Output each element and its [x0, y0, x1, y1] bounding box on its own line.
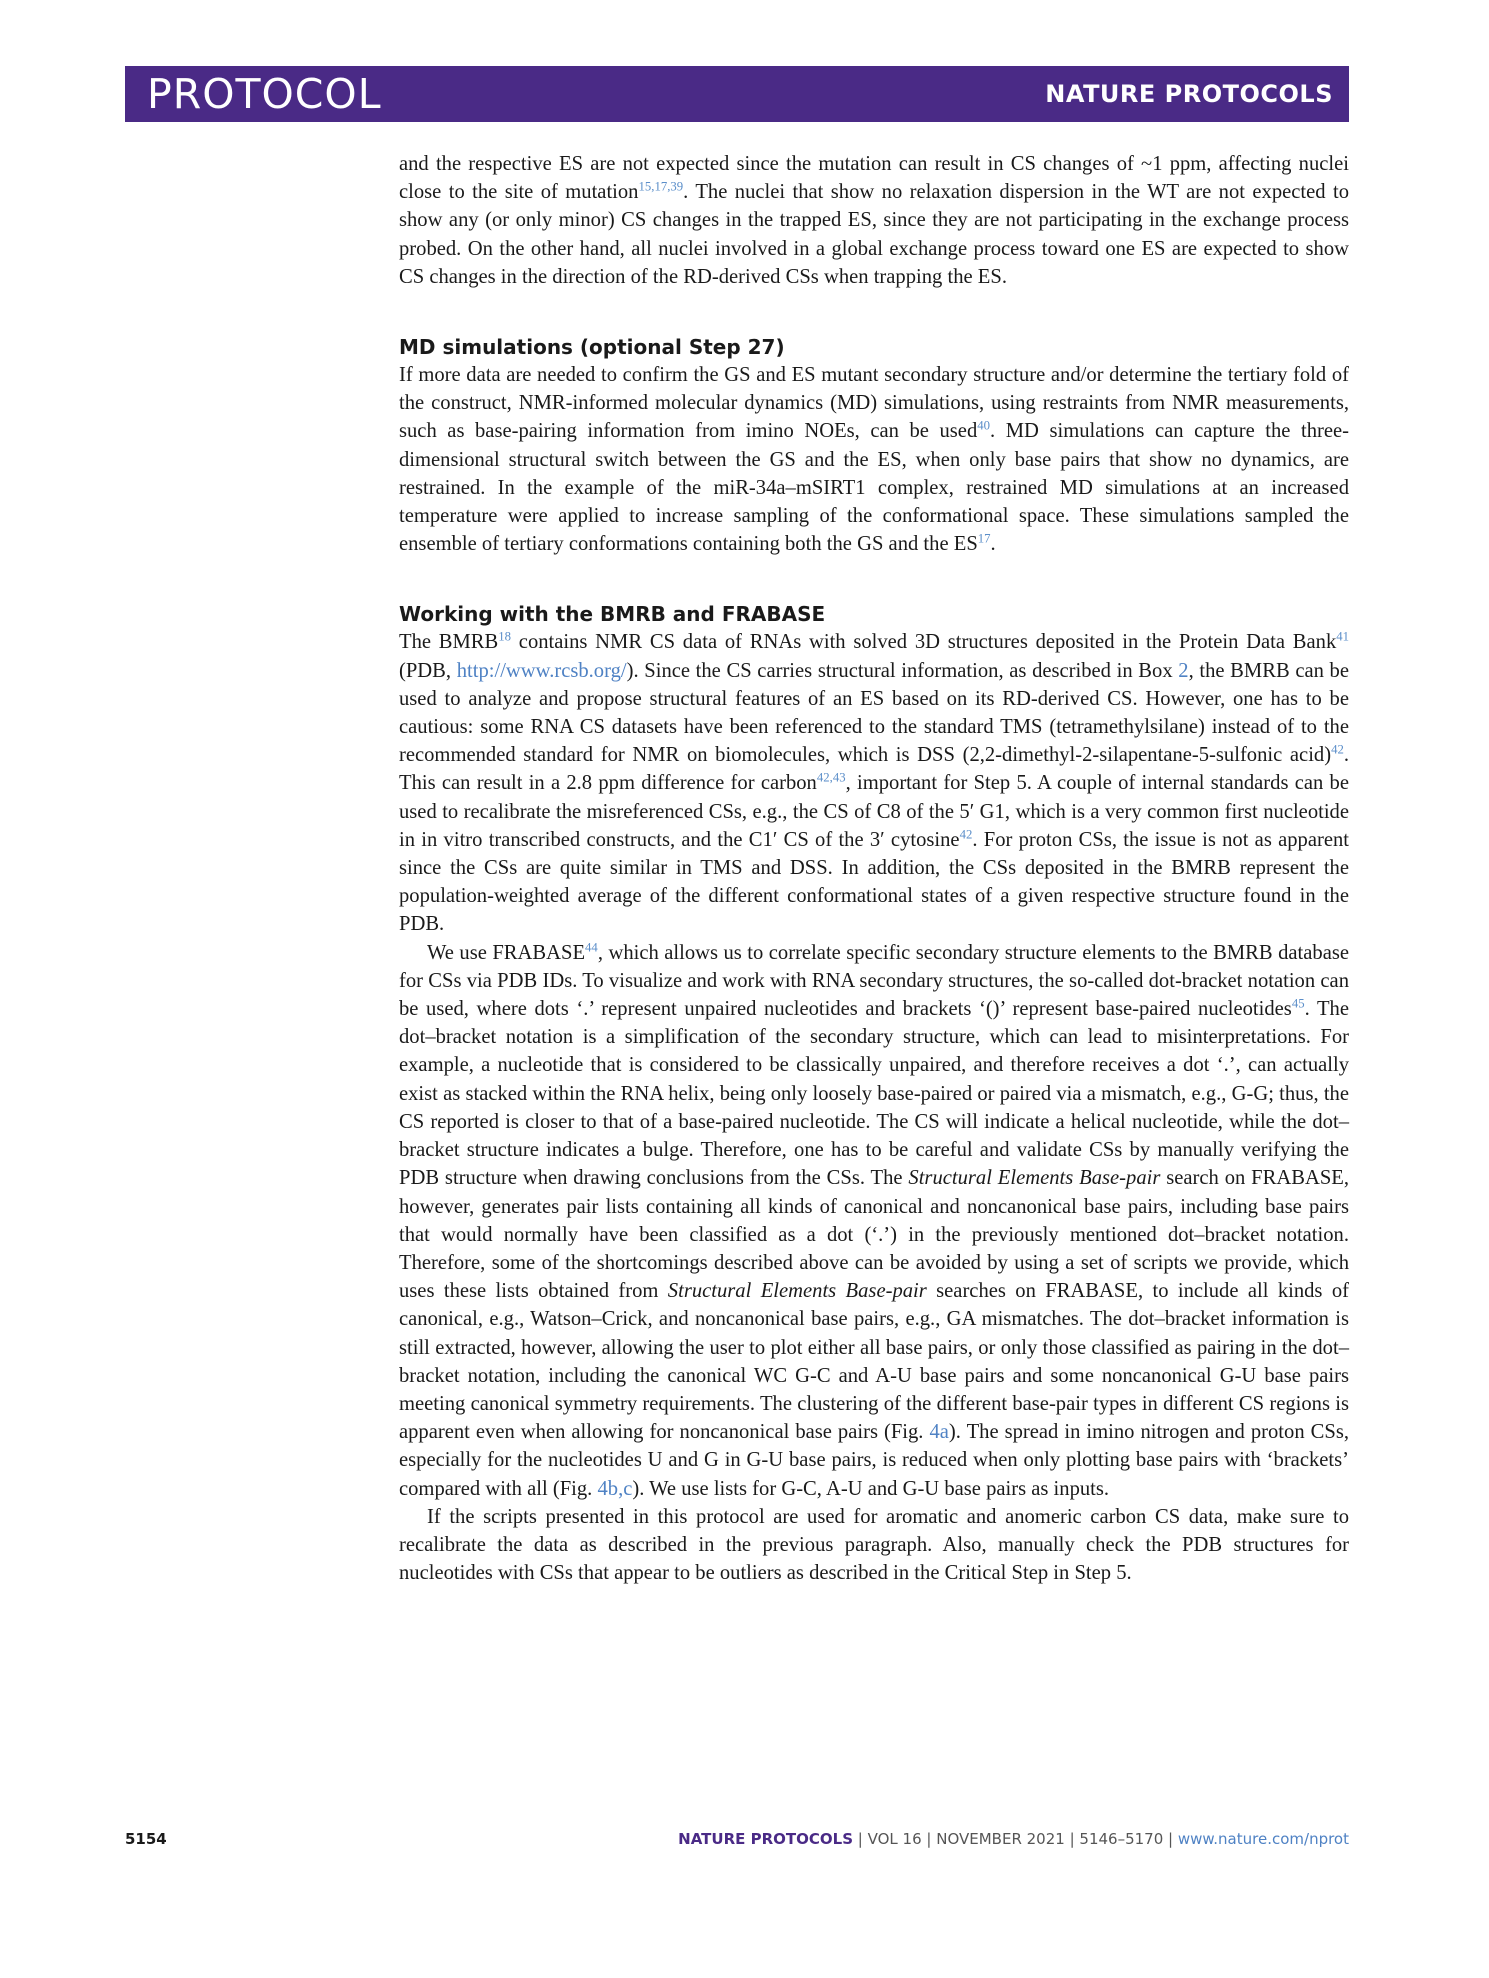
- journal-name: NATURE PROTOCOLS: [1045, 80, 1333, 108]
- text-run: . For proton CSs, the issue is not as apparent since the CSs are quite similar in TMS and DSS. In addition, the CSs deposited in the BMRB represent the population-weighted average of the different conformational states of a given respective structure found in the PDB.: [399, 828, 1349, 936]
- text-run: searches on FRABASE, to include all kinds of canonical, e.g., Watson–Crick, and noncanonical base pairs, e.g., GA mismatches. The dot–bracket information is still extracted, however, allowing the user to plot either all base pairs, or only those classified as pairing in the dot–bracket notation, including the canonical WC G-C and A-U base pairs and some noncanonical G-U base pairs meeting canonical symmetry requirements. The clustering of the different base-pair types in different CS regions is apparent even when allowing for noncanonical base pairs (Fig.: [399, 1280, 1349, 1444]
- text-run: . The dot–bracket notation is a simplification of the secondary structure, which can lead to misinterpretations. For example, a nucleotide that is considered to be classically unpaired, and therefore receives a dot ‘.’, can actually exist as stacked within the RNA helix, being only loosely base-paired or paired via a mismatch, e.g., G-G; thus, the CS reported is closer to that of a base-paired nucleotide. The CS will indicate a helical nucleotide, while the dot–bracket structure indicates a bulge. Therefore, one has to be careful and validate CSs by manually verifying the PDB structure when drawing conclusions from the CSs. The: [399, 998, 1349, 1190]
- citation-ref[interactable]: 44: [585, 940, 598, 955]
- citation-ref[interactable]: 40: [977, 418, 991, 433]
- citation-ref[interactable]: 17: [977, 531, 991, 546]
- text-run: . MD simulations can capture the three-dimensional structural switch between the GS and the ES, when only base pairs that show no dynamics, are restrained. In the example of the miR-34a–mSIRT1 complex, restrained MD simulations at an increased temperature were applied to increase sampling of the conformational space. These simulations sampled the ensemble of tertiary conformations containing both the GS and the ES: [399, 420, 1349, 556]
- footer-month: NOVEMBER 2021: [936, 1830, 1065, 1848]
- footer-url-link[interactable]: www.nature.com/nprot: [1177, 1830, 1349, 1848]
- page-footer: [125, 1830, 1349, 1848]
- text-run: . This can result in a 2.8 ppm difference for carbon: [399, 744, 1349, 795]
- separator: |: [1064, 1830, 1080, 1848]
- separator: |: [1163, 1830, 1178, 1848]
- text-run: , important for Step 5. A couple of internal standards can be used to recalibrate the misreferenced CSs, e.g., the CS of C8 of the 5′ G1, which is a very common first nucleotide in in vitro transcribed constructs, and the C1′ CS of the 3′ cytosine: [399, 772, 1349, 851]
- text-run: ). Since the CS carries structural information, as described in Box: [626, 659, 1179, 682]
- text-run: ). We use lists for G-C, A-U and G-U base pairs as inputs.: [632, 1477, 1110, 1500]
- citation-ref[interactable]: 42: [1331, 742, 1344, 757]
- italic-term: Structural Elements Base-pair: [667, 1280, 927, 1303]
- italic-term: Structural Elements Base-pair: [908, 1167, 1161, 1190]
- footer-citation: [678, 1830, 1349, 1848]
- header-banner: [125, 66, 1349, 122]
- box-link[interactable]: 2: [1178, 659, 1189, 682]
- separator: |: [921, 1830, 937, 1848]
- separator: |: [853, 1830, 868, 1848]
- footer-journal: NATURE PROTOCOLS: [678, 1830, 854, 1848]
- citation-ref[interactable]: 41: [1336, 629, 1350, 644]
- citation-ref[interactable]: 15,17,39: [638, 179, 684, 194]
- text-run: and the respective ES are not expected since the mutation can result in CS changes of ~1 ppm, affecting nuclei close to the site of mutation: [399, 153, 1349, 204]
- footer-pages: 5146–5170: [1079, 1830, 1164, 1848]
- article-body: [399, 150, 1349, 1587]
- paragraph-frabase: [399, 939, 1349, 1503]
- text-run: contains NMR CS data of RNAs with solved 3D structures deposited in the Protein Data Bank: [511, 631, 1337, 654]
- text-run: .: [990, 533, 996, 556]
- article-type-label: PROTOCOL: [147, 70, 382, 118]
- citation-ref[interactable]: 42,43: [816, 770, 846, 785]
- page-number: 5154: [125, 1830, 167, 1848]
- pdb-url-link[interactable]: http://www.rcsb.org/: [456, 659, 627, 682]
- citation-ref[interactable]: 42: [959, 827, 973, 842]
- text-run: If more data are needed to confirm the GS and ES mutant secondary structure and/or determine the tertiary fold of the construct, NMR-informed molecular dynamics (MD) simulations, using restraints from NMR measurements, such as base-pairing information from imino NOEs, can be used: [399, 364, 1349, 443]
- footer-volume: VOL 16: [867, 1830, 922, 1848]
- paragraph-recalibrate: If the scripts presented in this protocol are used for aromatic and anomeric carbon CS data, make sure to recalibrate the data as described in the previous paragraph. Also, manually check the PDB structures for nucleotides with CSs that appear to be outliers as described in the Critical Step in Step 5.: [399, 1505, 1349, 1585]
- text-run: . The nuclei that show no relaxation dispersion in the WT are not expected to show any (or only minor) CS changes in the trapped ES, since they are not participating in the exchange process probed. On the other hand, all nuclei involved in a global exchange process toward one ES are expected to show CS changes in the direction of the RD-derived CSs when trapping the ES.: [399, 181, 1349, 288]
- citation-ref[interactable]: 45: [1291, 996, 1305, 1011]
- figure-link-4bc[interactable]: 4b,c: [597, 1477, 633, 1500]
- section-heading-bmrb-frabase: Working with the BMRB and FRABASE: [399, 602, 826, 627]
- text-run: , the BMRB can be used to analyze and propose structural features of an ES based on its RD-derived CS. However, one has to be cautious: some RNA CS datasets have been referenced to the standard TMS (tetramethylsilane) instead of to the recommended standard for NMR on biomolecules, which is DSS (2,2-dimethyl-2-silapentane-5-sulfonic acid): [399, 659, 1349, 767]
- figure-link-4a[interactable]: 4a: [929, 1421, 949, 1444]
- section-heading-md-simulations: MD simulations (optional Step 27): [399, 335, 785, 360]
- paragraph-bmrb: [399, 628, 1349, 938]
- text-run: search on FRABASE, however, generates pair lists containing all kinds of canonical and noncanonical base pairs, including base pairs that would normally have been classified as a dot (‘.’) in the previously mentioned dot–bracket notation. Therefore, some of the shortcomings described above can be avoided by using a set of scripts we provide, which uses these lists obtained from: [399, 1167, 1350, 1303]
- paragraph-md-simulations: [399, 361, 1349, 558]
- text-run: ). The spread in imino nitrogen and proton CSs, especially for the nucleotides U and G in G-U base pairs, is reduced when only plotting base pairs with ‘brackets’ compared with all (Fig.: [399, 1421, 1349, 1500]
- paragraph-intro: [399, 150, 1349, 291]
- text-run: (PDB,: [399, 659, 457, 682]
- text-run: , which allows us to correlate specific secondary structure elements to the BMRB database for CSs via PDB IDs. To visualize and work with RNA secondary structures, the so-called dot-bracket notation can be used, where dots ‘.’ represent unpaired nucleotides and brackets ‘()’ represent base-paired nucleotides: [399, 941, 1349, 1021]
- text-run: The BMRB: [399, 631, 499, 654]
- citation-ref[interactable]: 18: [498, 629, 512, 644]
- text-run: We use FRABASE: [427, 941, 586, 964]
